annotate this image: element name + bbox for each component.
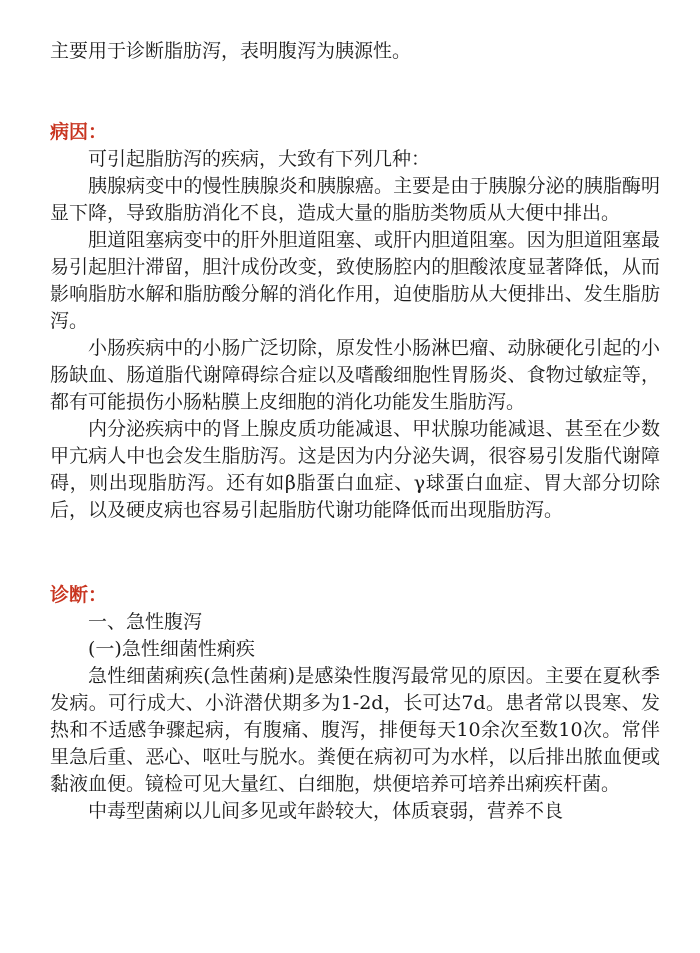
cause-paragraph: 内分泌疾病中的肾上腺皮质功能减退、甲状腺功能减退、甚至在少数甲亢病人中也会发生脂肪泻。这是因为内分泌失调，很容易引发脂代谢障碍，则出现脂肪泻。还有如β脂蛋白血症、γ球蛋白血症、胃大部分切除后，以及硬皮病也容易引起脂肪代谢功能降低而出现脂肪泻。 xyxy=(50,418,660,521)
diagnosis-subheading: 一、急性腹泻 xyxy=(88,611,203,633)
cause-paragraph: 可引起脂肪泻的疾病，大致有下列几种： xyxy=(88,148,431,170)
diagnosis-paragraph: 急性细菌痢疾(急性菌痢)是感染性腹泻最常见的原因。主要在夏秋季发病。可行成大、小浒潜伏期多为1-2d，长可达7d。患者常以畏寒、发热和不适感争骤起病，有腹痛、腹泻，排便每天10余次至数10次。常伴里急后重、恶心、呕吐与脱水。粪便在病初可为水样，以后排出脓血便或黏液血便。镜检可见大量红、白细胞，烘便培养可培养出痢疾杆菌。 xyxy=(50,665,660,795)
cause-paragraph: 胆道阻塞病变中的肝外胆道阻塞、或肝内胆道阻塞。因为胆道阻塞最易引起胆汁滞留，胆汁成份改变，致使肠腔内的胆酸浓度显著降低，从而影响脂肪水解和脂肪酸分解的消化作用，迫使脂肪从大便排出、发生脂肪泻。 xyxy=(50,229,660,332)
section-spacer xyxy=(50,524,660,582)
cause-section xyxy=(50,119,660,524)
document-page xyxy=(50,38,660,825)
cause-paragraph: 小肠疾病中的小肠广泛切除，原发性小肠淋巴瘤、动脉硬化引起的小肠缺血、肠道脂代谢障碍综合症以及嗜酸细胞性胃肠炎、食物过敏症等，都有可能损伤小肠粘膜上皮细胞的消化功能发生脂肪泻。 xyxy=(50,337,660,413)
diagnosis-heading: 诊断： xyxy=(50,584,108,606)
diagnosis-paragraph: 中毒型菌痢以儿间多见或年龄较大，体质衰弱，营养不良 xyxy=(88,800,564,822)
diagnosis-section xyxy=(50,582,660,825)
cause-paragraph: 胰腺病变中的慢性胰腺炎和胰腺癌。主要是由于胰腺分泌的胰脂酶明显下降，导致脂肪消化不良，造成大量的脂肪类物质从大便中排出。 xyxy=(50,175,660,224)
intro-paragraph: 主要用于诊断脂肪泻，表明腹泻为胰源性。 xyxy=(50,40,412,62)
diagnosis-subheading: (一)急性细菌性痢疾 xyxy=(88,638,255,660)
cause-heading: 病因： xyxy=(50,121,108,143)
section-spacer xyxy=(50,65,660,119)
